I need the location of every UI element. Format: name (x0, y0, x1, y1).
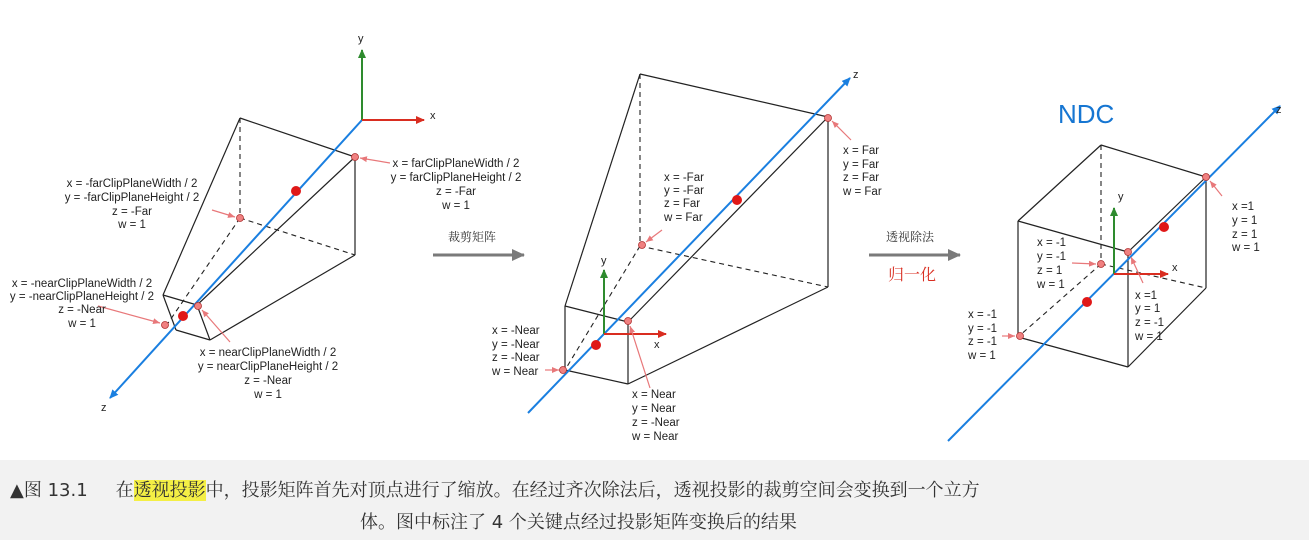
svg-text:y = 1: y = 1 (1135, 303, 1161, 315)
svg-text:x = Near: x = Near (632, 389, 676, 401)
svg-text:z = 1: z = 1 (1037, 265, 1063, 277)
svg-text:w = Far: w = Far (664, 212, 703, 224)
panel2-far-point (732, 195, 742, 205)
svg-text:z = -1: z = -1 (1135, 317, 1165, 329)
svg-text:y = -farClipPlaneHeight / 2: y = -farClipPlaneHeight / 2 (64, 192, 200, 204)
panel2-label-near-top-right (631, 389, 680, 443)
panel3-far-point (1159, 222, 1169, 232)
panel3-x-axis-label: x (1172, 262, 1178, 274)
panel1-y-axis-label: y (358, 33, 364, 45)
svg-text:y = -1: y = -1 (1037, 251, 1067, 263)
panel2-pointer-far-top-right (832, 121, 851, 140)
panel1-label-far-bottom-left (65, 178, 200, 231)
panel1-pointer-far-top-right (360, 158, 390, 163)
svg-text:w = Near: w = Near (492, 366, 539, 378)
svg-text:y = Near: y = Near (632, 403, 676, 415)
svg-text:z = 1: z = 1 (1232, 229, 1258, 241)
panel2-near-top-right-vertex (625, 318, 632, 325)
svg-text:z = -Far: z = -Far (112, 206, 152, 218)
svg-text:w = 1: w = 1 (254, 389, 282, 401)
panel3-pointer-near-top-right (1131, 257, 1143, 283)
panel1-pointer-near-bottom-left (98, 306, 160, 323)
panel3-y-axis-label: y (1118, 191, 1124, 203)
panel2-near-point (591, 340, 601, 350)
svg-text:z = Far: z = Far (843, 172, 880, 184)
svg-text:z = -1: z = -1 (968, 336, 998, 348)
svg-text:x = -nearClipPlaneWidth / 2: x = -nearClipPlaneWidth / 2 (11, 278, 153, 290)
svg-text:w = 1: w = 1 (118, 219, 146, 231)
panel3-near-point (1082, 297, 1092, 307)
svg-text:z = -Near: z = -Near (632, 417, 680, 429)
panel1-pointer-near-top-right (202, 310, 230, 342)
panel2-y-axis-label: y (601, 255, 607, 267)
panel3-label-near-top-right (1134, 290, 1164, 343)
caption-line-2: 体。图中标注了 4 个关键点经过投影矩阵变换后的结果 (360, 512, 797, 533)
panel1-label-near-top-right (198, 347, 338, 401)
svg-text:y = -Near: y = -Near (492, 339, 540, 351)
panel3-near-top-right-vertex (1125, 249, 1132, 256)
panel2-label-near-bottom-left (491, 325, 540, 378)
svg-text:x = Far: x = Far (843, 145, 880, 157)
svg-text:w = 1: w = 1 (1232, 242, 1260, 254)
svg-text:y = -Far: y = -Far (664, 185, 704, 197)
svg-text:w = 1: w = 1 (968, 350, 996, 362)
panel1-near-bottom-left-vertex (162, 322, 169, 329)
panel2-pointer-far-bottom-left (646, 230, 662, 242)
svg-text:x = farClipPlaneWidth / 2: x = farClipPlaneWidth / 2 (392, 158, 520, 170)
svg-text:w = Far: w = Far (843, 186, 882, 198)
caption-line-1-text: 中，投影矩阵首先对顶点进行了缩放。在经过齐次除法后，透视投影的裁剪空间会变换到一个立方 (205, 480, 980, 501)
svg-text:w = 1: w = 1 (442, 200, 470, 212)
panel3-label-near-bottom-left (967, 309, 997, 362)
svg-text:w = Near: w = Near (632, 431, 679, 443)
svg-text:x = -Far: x = -Far (664, 172, 704, 184)
panel1-far-bottom-left-vertex (237, 215, 244, 222)
panel1-near-point (178, 311, 188, 321)
panel3-far-bottom-left-vertex (1098, 261, 1105, 268)
svg-text:z = -Near: z = -Near (492, 352, 540, 364)
panel1-label-near-bottom-left (10, 278, 154, 330)
svg-text:y = -nearClipPlaneHeight / 2: y = -nearClipPlaneHeight / 2 (9, 291, 155, 303)
svg-text:x = -1: x = -1 (1037, 237, 1067, 249)
svg-text:y = farClipPlaneHeight / 2: y = farClipPlaneHeight / 2 (390, 172, 522, 184)
panel1-near-top-right-vertex (195, 303, 202, 310)
perspective-divide-label: 透视除法 (885, 230, 935, 244)
figure-number: ▲图 13.1 (10, 480, 88, 501)
svg-text:x =1: x =1 (1135, 290, 1158, 302)
svg-text:z = Far: z = Far (664, 198, 701, 210)
panel3-pointer-far-bottom-left (1072, 263, 1096, 264)
svg-text:y = -1: y = -1 (968, 323, 998, 335)
svg-text:x = -1: x = -1 (968, 309, 998, 321)
panel3-near-bottom-left-vertex (1017, 333, 1024, 340)
panel2-far-bottom-left-vertex (639, 242, 646, 249)
panel2-far-top-right-vertex (825, 115, 832, 122)
panel2-clip-volume (565, 74, 828, 384)
panel3-label-far-bottom-left (1036, 237, 1066, 291)
panel1-label-far-top-right (391, 158, 522, 212)
panel1-x-axis-label: x (430, 110, 436, 122)
panel3-label-far-top-right (1231, 201, 1260, 254)
svg-text:y = 1: y = 1 (1232, 215, 1258, 227)
panel3-pointer-far-top-right (1210, 181, 1222, 196)
panel2-z-axis (528, 78, 850, 413)
panel2-label-far-bottom-left (663, 172, 704, 224)
caption-line-1 (10, 476, 980, 502)
svg-text:z = -Near: z = -Near (58, 304, 106, 316)
panel3-z-axis-label: z (1276, 104, 1282, 116)
svg-text:w = 1: w = 1 (68, 318, 96, 330)
svg-text:w = 1: w = 1 (1037, 279, 1065, 291)
svg-text:x = nearClipPlaneWidth / 2: x = nearClipPlaneWidth / 2 (199, 347, 337, 359)
panel2-x-axis-label: x (654, 339, 660, 351)
panel1-far-point (291, 186, 301, 196)
panel2-z-axis-label: z (853, 69, 859, 81)
svg-text:x = -farClipPlaneWidth / 2: x = -farClipPlaneWidth / 2 (66, 178, 198, 190)
svg-text:x =1: x =1 (1232, 201, 1255, 213)
svg-text:x = -Near: x = -Near (492, 325, 540, 337)
panel2-label-far-top-right (842, 145, 882, 198)
svg-text:z = -Far: z = -Far (436, 186, 476, 198)
normalization-note: 归一化 (887, 265, 937, 284)
svg-text:z = -Near: z = -Near (244, 375, 292, 387)
svg-text:y = nearClipPlaneHeight / 2: y = nearClipPlaneHeight / 2 (197, 361, 339, 373)
highlighted-term: 透视投影 (133, 480, 206, 501)
caption-prefix: 在 (115, 480, 134, 501)
panel1-far-top-right-vertex (352, 154, 359, 161)
ndc-title: NDC (1058, 99, 1115, 129)
svg-text:w = 1: w = 1 (1135, 331, 1163, 343)
panel2-near-bottom-left-vertex (560, 367, 567, 374)
clip-matrix-label: 裁剪矩阵 (447, 230, 497, 244)
panel3-far-top-right-vertex (1203, 174, 1210, 181)
svg-text:y = Far: y = Far (843, 159, 880, 171)
panel1-z-axis-label: z (101, 402, 107, 414)
